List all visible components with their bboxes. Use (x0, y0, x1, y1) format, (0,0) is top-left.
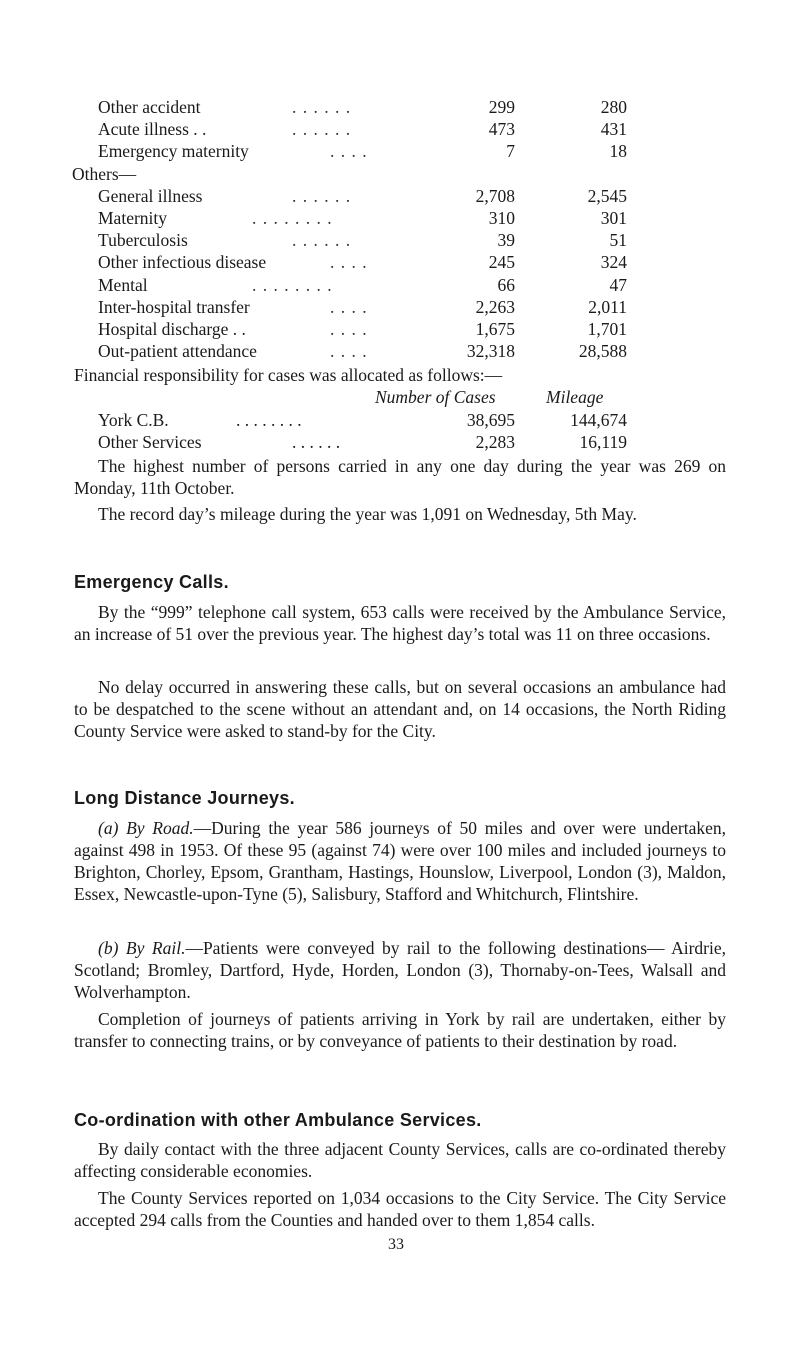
financial-row-cases: 38,695 (466, 410, 515, 430)
row-label: Maternity (98, 207, 168, 228)
row-value-1953: 280 (600, 97, 627, 117)
page-number: 33 (388, 1236, 404, 1253)
others-group-label: Others— (72, 163, 137, 184)
completion-paragraph: Completion of journeys of patients arriving in York by rail are undertaken, either by transfer to connecting trains, or by conveyance of patients to their destination by road. (74, 1009, 726, 1051)
emergency-paragraph-2: No delay occurred in answering these calls, but on several occasions an ambulance had to be despatched to the scene without an attendant and, on 14 occasions, the North Riding County Service were asked to stand-by for the City. (74, 677, 726, 741)
row-value-1954: 473 (488, 119, 515, 140)
by-road-paragraph (74, 817, 726, 905)
table-row (0, 96, 801, 118)
highest-persons-paragraph: The highest number of persons carried in any one day during the year was 269 on Monday, 11th October. (74, 456, 726, 498)
financial-row-dots: . . . . . . . . (236, 410, 302, 430)
table-row (0, 296, 801, 318)
row-label: Hospital discharge . . (98, 318, 246, 339)
table-row (0, 318, 801, 340)
row-value-1954: 310 (488, 207, 515, 228)
by-rail-text: —Patients were conveyed by rail to the following destinations— Airdrie, Scotland; Bromley, Dartford, Hyde, Horden, London (3), Thornaby-on-Tees, Walsall and Wolverhampton. (74, 938, 726, 1002)
row-label: Other accident (98, 97, 201, 117)
row-value-1953: 324 (600, 252, 627, 273)
row-leader-dots: . . . . (330, 341, 368, 362)
row-leader-dots: . . . . (330, 318, 368, 339)
row-value-1954: 245 (488, 252, 515, 273)
col-header-mileage: Mileage (546, 387, 604, 407)
row-value-1954: 39 (497, 230, 515, 251)
row-value-1954: 32,318 (466, 341, 515, 362)
row-label: Tuberculosis (98, 230, 188, 251)
row-leader-dots: . . . . (330, 296, 368, 317)
row-value-1953: 47 (609, 274, 627, 295)
row-value-1953: 2,011 (588, 296, 627, 317)
coordination-paragraph-2: The County Services reported on 1,034 occasions to the City Service. The City Service accepted 294 calls from the Counties and handed over to them 1,854 calls. (74, 1188, 726, 1230)
table-row (0, 251, 801, 273)
row-leader-dots: . . . . . . . . (252, 207, 333, 228)
row-value-1953: 28,588 (578, 341, 627, 362)
row-value-1953: 301 (600, 207, 627, 228)
financial-row-dots: . . . . . . (292, 432, 341, 452)
row-value-1953: 431 (600, 119, 627, 140)
financial-row-mileage: 144,674 (570, 410, 627, 430)
row-label: General illness (98, 185, 203, 206)
financial-row-label: York C.B. (98, 410, 169, 430)
row-leader-dots: . . . . . . . . (252, 274, 333, 295)
row-leader-dots: . . . . . . (292, 97, 352, 117)
table-row (0, 185, 801, 207)
table-row (0, 229, 801, 251)
record-mileage-paragraph: The record day’s mileage during the year was 1,091 on Wednesday, 5th May. (98, 504, 637, 524)
table-row (0, 118, 801, 140)
row-value-1953: 2,545 (587, 185, 627, 206)
row-label: Inter-hospital transfer (98, 296, 250, 317)
row-leader-dots: . . . . (330, 252, 368, 273)
financial-intro: Financial responsibility for cases was allocated as follows:— (74, 365, 503, 385)
row-leader-dots: . . . . . . (292, 230, 352, 251)
by-rail-paragraph (74, 937, 726, 1003)
long-distance-heading: Long Distance Journeys. (74, 788, 295, 808)
col-header-cases: Number of Cases (375, 387, 496, 407)
by-rail-lead: (b) By Rail. (98, 938, 186, 958)
row-value-1954: 2,708 (475, 185, 515, 206)
row-leader-dots: . . . . (330, 141, 368, 162)
row-label: Mental (98, 274, 148, 295)
row-value-1954: 2,263 (475, 296, 515, 317)
row-value-1954: 7 (506, 141, 515, 162)
row-label: Emergency maternity (98, 141, 249, 162)
table-row (0, 207, 801, 229)
financial-row (0, 409, 801, 431)
row-leader-dots: . . . . . . (292, 185, 352, 206)
row-value-1954: 299 (488, 97, 515, 117)
emergency-calls-heading: Emergency Calls. (74, 572, 229, 592)
coordination-heading: Co-ordination with other Ambulance Services. (74, 1110, 482, 1130)
financial-row-cases: 2,283 (475, 432, 515, 452)
financial-row-mileage: 16,119 (579, 432, 627, 452)
stats-table (0, 96, 801, 362)
table-row (0, 274, 801, 296)
financial-row-label: Other Services (98, 432, 202, 452)
table-row (0, 140, 801, 162)
emergency-paragraph-1: By the “999” telephone call system, 653 calls were received by the Ambulance Service, an increase of 51 over the previous year. The highest day’s total was 11 on three occasions. (74, 602, 726, 644)
row-value-1954: 1,675 (475, 318, 515, 339)
row-value-1953: 1,701 (587, 318, 627, 339)
coordination-paragraph-1: By daily contact with the three adjacent County Services, calls are co-ordinated thereby affecting considerable economies. (74, 1139, 726, 1181)
table-row (0, 340, 801, 362)
row-label: Acute illness . . (98, 119, 207, 140)
by-road-text: —During the year 586 journeys of 50 miles and over were undertaken, against 498 in 1953. Of these 95 (against 74) were over 100 miles and included journeys to Brighton, Chorley, Epsom, Grantham, Hastings, Hounslow, Liverpool, London (3), Maldon, Essex, Newcastle-upon-Tyne (5), Salisbury, Stafford and Whitchurch, Flintshire. (74, 818, 726, 904)
row-value-1953: 18 (609, 141, 627, 162)
row-leader-dots: . . . . . . (292, 119, 352, 140)
by-road-lead: (a) By Road. (98, 818, 194, 838)
row-value-1954: 66 (497, 274, 515, 295)
row-label: Other infectious disease (98, 252, 267, 273)
row-value-1953: 51 (609, 230, 627, 251)
financial-row (0, 431, 801, 453)
row-label: Out-patient attendance (98, 341, 257, 362)
